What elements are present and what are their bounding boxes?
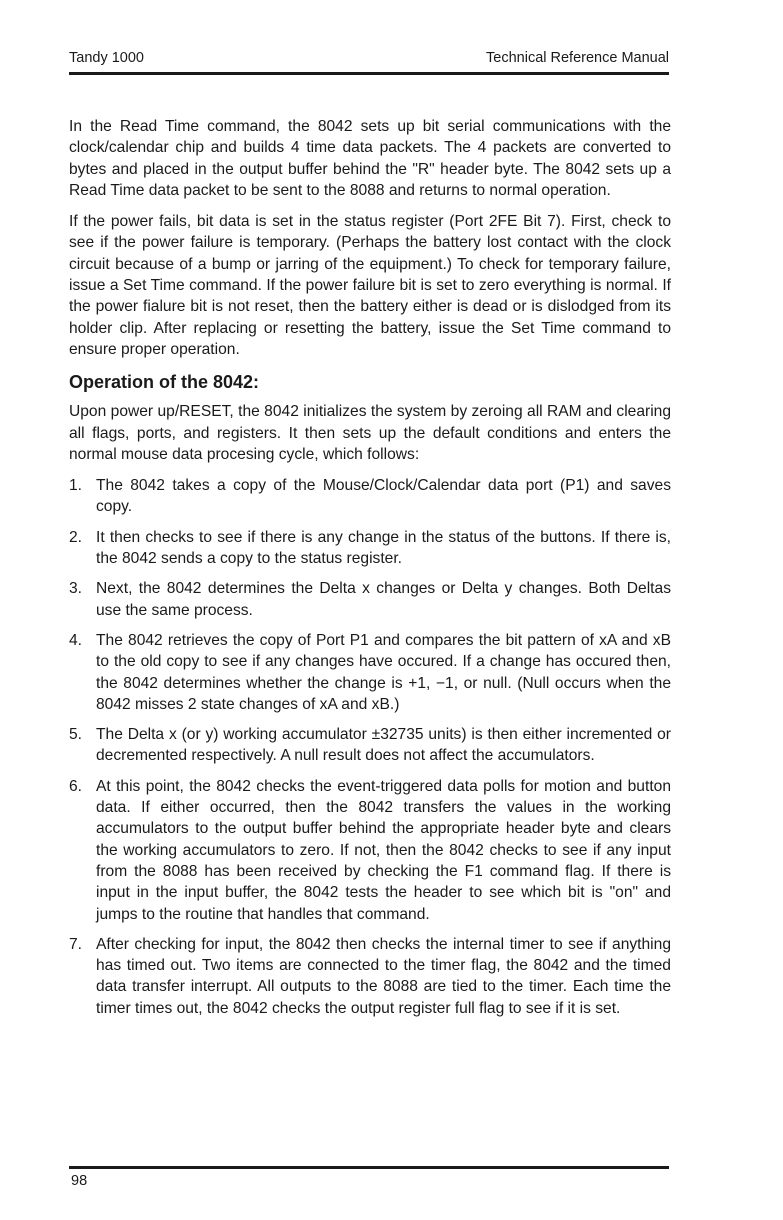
processing-steps-list [69,475,671,1019]
list-item-number: 1. [69,477,83,495]
list-item-text: Next, the 8042 determines the Delta x changes or Delta y changes. Both Deltas use the same process. [96,580,671,619]
list-item-text: At this point, the 8042 checks the event-triggered data polls for motion and button data. If either occurred, then the 8042 transfers the values in the working accumulators to the output buffer behind the appropriate header byte and clears the working accumulators to zero. If not, then the 8042 checks to see if any input from the 8088 has been received by checking the F1 command flag. If there is input in the input buffer, the 8042 tests the header to see which bit is "on" and jumps to the routine that handles that command. [96,777,671,923]
list-item [69,724,671,767]
footer-rule [69,1166,669,1169]
section-heading: Operation of the 8042: [69,372,260,393]
list-item-text: The Delta x (or y) working accumulator ±32735 units) is then either incremented or decremented respectively. A null result does not affect the accumulators. [96,726,671,765]
list-item [69,776,671,925]
paragraph-power-up: Upon power up/RESET, the 8042 initializes the system by zeroing all RAM and clearing all flags, ports, and registers. It then sets up the default conditions and enters the normal mouse data procesing cycle, which follows: [69,403,671,463]
list-item-number: 2. [69,528,83,546]
paragraph-read-time: In the Read Time command, the 8042 sets up bit serial communications with the clock/calendar chip and builds 4 time data packets. The 4 packets are converted to bytes and placed in the output buffer behind the "R" header byte. The 8042 sets up a Read Time data packet to be sent to the 8088 and returns to normal operation. [69,118,671,199]
list-item-text: The 8042 retrieves the copy of Port P1 and compares the bit pattern of xA and xB to the old copy to see if any changes have occured. If a change has occured then, the 8042 determines whether the change is +1, −1, or null. (Null occurs when the 8042 misses 2 state changes of xA and xB.) [96,631,671,713]
list-item [69,527,671,570]
page-header [69,50,669,74]
list-item-number: 5. [69,726,83,744]
header-rule [69,72,669,75]
list-item-text: The 8042 takes a copy of the Mouse/Clock/Calendar data port (P1) and saves copy. [96,477,671,516]
list-item [69,934,671,1019]
manual-title: Technical Reference Manual [486,50,669,66]
paragraph-power-failure: If the power fails, bit data is set in the status register (Port 2FE Bit 7). First, check to see if the power failure is temporary. (Perhaps the battery lost contact with the clock circuit because of a bump or jarring of the equipment.) To check for temporary failure, issue a Set Time command. If the power failure bit is set to zero everything is normal. If the power fialure bit is not reset, then the battery either is dead or is dislodged from its holder clip. After replacing or resetting the battery, issue the Set Time command to ensure proper operation. [69,213,671,358]
list-item-text: After checking for input, the 8042 then checks the internal timer to see if anything has timed out. Two items are connected to the timer flag, the 8042 and the timed data transfer interrupt. All outputs to the 8088 are tied to the timer. Each time the timer times out, the 8042 checks the output register full flag to see if it is set. [96,935,671,1017]
page-content [69,116,671,1028]
list-item [69,475,671,518]
list-item-text: It then checks to see if there is any change in the status of the buttons. If there is, the 8042 sends a copy to the status register. [96,528,671,568]
list-item-number: 3. [69,580,83,598]
list-item [69,578,671,621]
list-item-number: 7. [69,935,83,953]
list-item-number: 4. [69,631,83,649]
list-item-number: 6. [69,777,83,795]
list-item [69,630,671,715]
document-title: Tandy 1000 [69,50,144,66]
page-number: 98 [71,1173,88,1189]
